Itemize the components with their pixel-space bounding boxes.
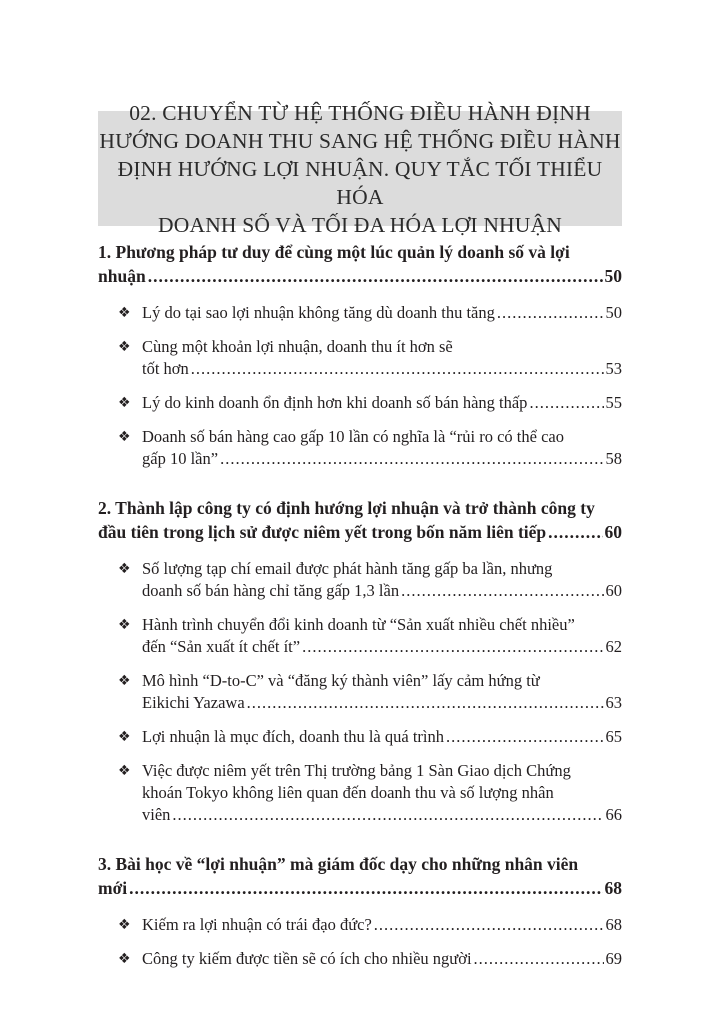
page-number: 58 xyxy=(605,449,622,468)
dot-leader xyxy=(172,804,603,826)
toc-item-last-line xyxy=(142,948,622,970)
chapter-title: 02. CHUYỂN TỪ HỆ THỐNG ĐIỀU HÀNH ĐỊNH HƯỚNG DOANH THU SANG HỆ THỐNG ĐIỀU HÀNH ĐỊNH HƯỚNG LỢI NHUẬN. QUY TẮC TỐI THIỂU HÓA DOANH SỐ VÀ TỐI ĐA HÓA LỢI NHUẬN xyxy=(99,100,621,237)
toc-item xyxy=(98,760,622,826)
dot-leader xyxy=(374,914,604,936)
toc-item xyxy=(98,302,622,324)
four-diamond-bullet-icon: ❖ xyxy=(118,729,131,745)
page-number: 69 xyxy=(605,949,622,968)
section-title-line: 3. Bài học về “lợi nhuận” mà giám đốc dạy cho những nhân viên xyxy=(98,854,579,874)
dot-leader xyxy=(529,392,603,414)
toc-item-list xyxy=(98,914,622,970)
toc-item-list xyxy=(98,302,622,470)
page-number: 50 xyxy=(605,303,622,322)
dot-leader xyxy=(446,726,604,748)
toc-item-last-line xyxy=(142,804,622,826)
section-heading xyxy=(98,852,622,900)
table-of-contents xyxy=(98,240,622,982)
page-number: 68 xyxy=(605,915,622,934)
toc-item-text: viên xyxy=(142,805,171,824)
toc-item-last-line xyxy=(142,302,622,324)
section-heading xyxy=(98,240,622,288)
dot-leader xyxy=(247,692,604,714)
toc-item-line: Số lượng tạp chí email được phát hành tăng gấp ba lần, nhưng xyxy=(142,559,553,578)
toc-item-text: gấp 10 lần” xyxy=(142,449,219,468)
toc-item-last-line xyxy=(142,358,622,380)
section-heading xyxy=(98,496,622,544)
section-title-line: 1. Phương pháp tư duy để cùng một lúc quản lý doanh số và lợi xyxy=(98,242,570,262)
toc-item xyxy=(98,336,622,380)
toc-section xyxy=(98,240,622,470)
page-number: 60 xyxy=(604,522,622,542)
page-number: 65 xyxy=(605,727,622,746)
page-number: 68 xyxy=(604,878,622,898)
page-number: 60 xyxy=(605,581,622,600)
page-number: 63 xyxy=(605,693,622,712)
toc-item xyxy=(98,614,622,658)
four-diamond-bullet-icon: ❖ xyxy=(118,763,131,779)
toc-item-last-line xyxy=(142,636,622,658)
toc-item-last-line xyxy=(142,580,622,602)
section-title-text: nhuận xyxy=(98,266,146,286)
page-number: 66 xyxy=(605,805,622,824)
four-diamond-bullet-icon: ❖ xyxy=(118,617,131,633)
toc-item xyxy=(98,558,622,602)
page-number: 62 xyxy=(605,637,622,656)
section-title-text: mới xyxy=(98,878,128,898)
dot-leader xyxy=(497,302,604,324)
toc-item-last-line xyxy=(142,726,622,748)
dot-leader xyxy=(148,264,603,288)
dot-leader xyxy=(191,358,604,380)
toc-item-last-line xyxy=(142,392,622,414)
toc-item-text: doanh số bán hàng chỉ tăng gấp 1,3 lần xyxy=(142,581,400,600)
toc-item-text: đến “Sản xuất ít chết ít” xyxy=(142,637,301,656)
dot-leader xyxy=(302,636,603,658)
toc-item-text: Lý do kinh doanh ổn định hơn khi doanh số bán hàng thấp xyxy=(142,393,528,412)
section-title-last-line xyxy=(98,264,622,288)
dot-leader xyxy=(474,948,604,970)
section-title-last-line xyxy=(98,520,622,544)
toc-item-text: Lợi nhuận là mục đích, doanh thu là quá trình xyxy=(142,727,444,746)
toc-item-text: Công ty kiếm được tiền sẽ có ích cho nhiều người xyxy=(142,949,472,968)
four-diamond-bullet-icon: ❖ xyxy=(118,429,131,445)
dot-leader xyxy=(548,520,602,544)
toc-section xyxy=(98,852,622,970)
toc-item xyxy=(98,670,622,714)
toc-item-text: Eikichi Yazawa xyxy=(142,693,245,712)
four-diamond-bullet-icon: ❖ xyxy=(118,561,131,577)
toc-item-text: tốt hơn xyxy=(142,359,189,378)
toc-item xyxy=(98,392,622,414)
section-title-text: đầu tiên trong lịch sử được niêm yết trong bốn năm liên tiếp xyxy=(98,522,547,542)
toc-item-line: khoán Tokyo không liên quan đến doanh thu và số lượng nhân xyxy=(142,783,554,802)
toc-item-line: Việc được niêm yết trên Thị trường bảng 1 Sàn Giao dịch Chứng xyxy=(142,761,571,780)
toc-item-text: Kiếm ra lợi nhuận có trái đạo đức? xyxy=(142,915,372,934)
four-diamond-bullet-icon: ❖ xyxy=(118,951,131,967)
toc-item xyxy=(98,914,622,936)
toc-item xyxy=(98,948,622,970)
toc-item-text: Lý do tại sao lợi nhuận không tăng dù doanh thu tăng xyxy=(142,303,495,322)
toc-item-line: Cùng một khoản lợi nhuận, doanh thu ít hơn sẽ xyxy=(142,337,453,356)
section-title-last-line xyxy=(98,876,622,900)
toc-item xyxy=(98,726,622,748)
toc-item-line: Hành trình chuyển đổi kinh doanh từ “Sản xuất nhiều chết nhiều” xyxy=(142,615,575,634)
toc-item-line: Doanh số bán hàng cao gấp 10 lần có nghĩa là “rủi ro có thể cao xyxy=(142,427,564,446)
four-diamond-bullet-icon: ❖ xyxy=(118,395,131,411)
toc-item-last-line xyxy=(142,448,622,470)
page-number: 50 xyxy=(604,266,622,286)
toc-item-last-line xyxy=(142,692,622,714)
page-number: 55 xyxy=(605,393,622,412)
page-number: 53 xyxy=(605,359,622,378)
four-diamond-bullet-icon: ❖ xyxy=(118,339,131,355)
toc-item-last-line xyxy=(142,914,622,936)
toc-item-list xyxy=(98,558,622,826)
four-diamond-bullet-icon: ❖ xyxy=(118,673,131,689)
toc-item-line: Mô hình “D-to-C” và “đăng ký thành viên” lấy cảm hứng từ xyxy=(142,671,540,690)
toc-section xyxy=(98,496,622,826)
dot-leader xyxy=(220,448,603,470)
section-title-line: 2. Thành lập công ty có định hướng lợi nhuận và trở thành công ty xyxy=(98,498,595,518)
dot-leader xyxy=(401,580,603,602)
four-diamond-bullet-icon: ❖ xyxy=(118,305,131,321)
dot-leader xyxy=(129,876,602,900)
toc-item xyxy=(98,426,622,470)
four-diamond-bullet-icon: ❖ xyxy=(118,917,131,933)
chapter-header-box xyxy=(98,100,622,237)
